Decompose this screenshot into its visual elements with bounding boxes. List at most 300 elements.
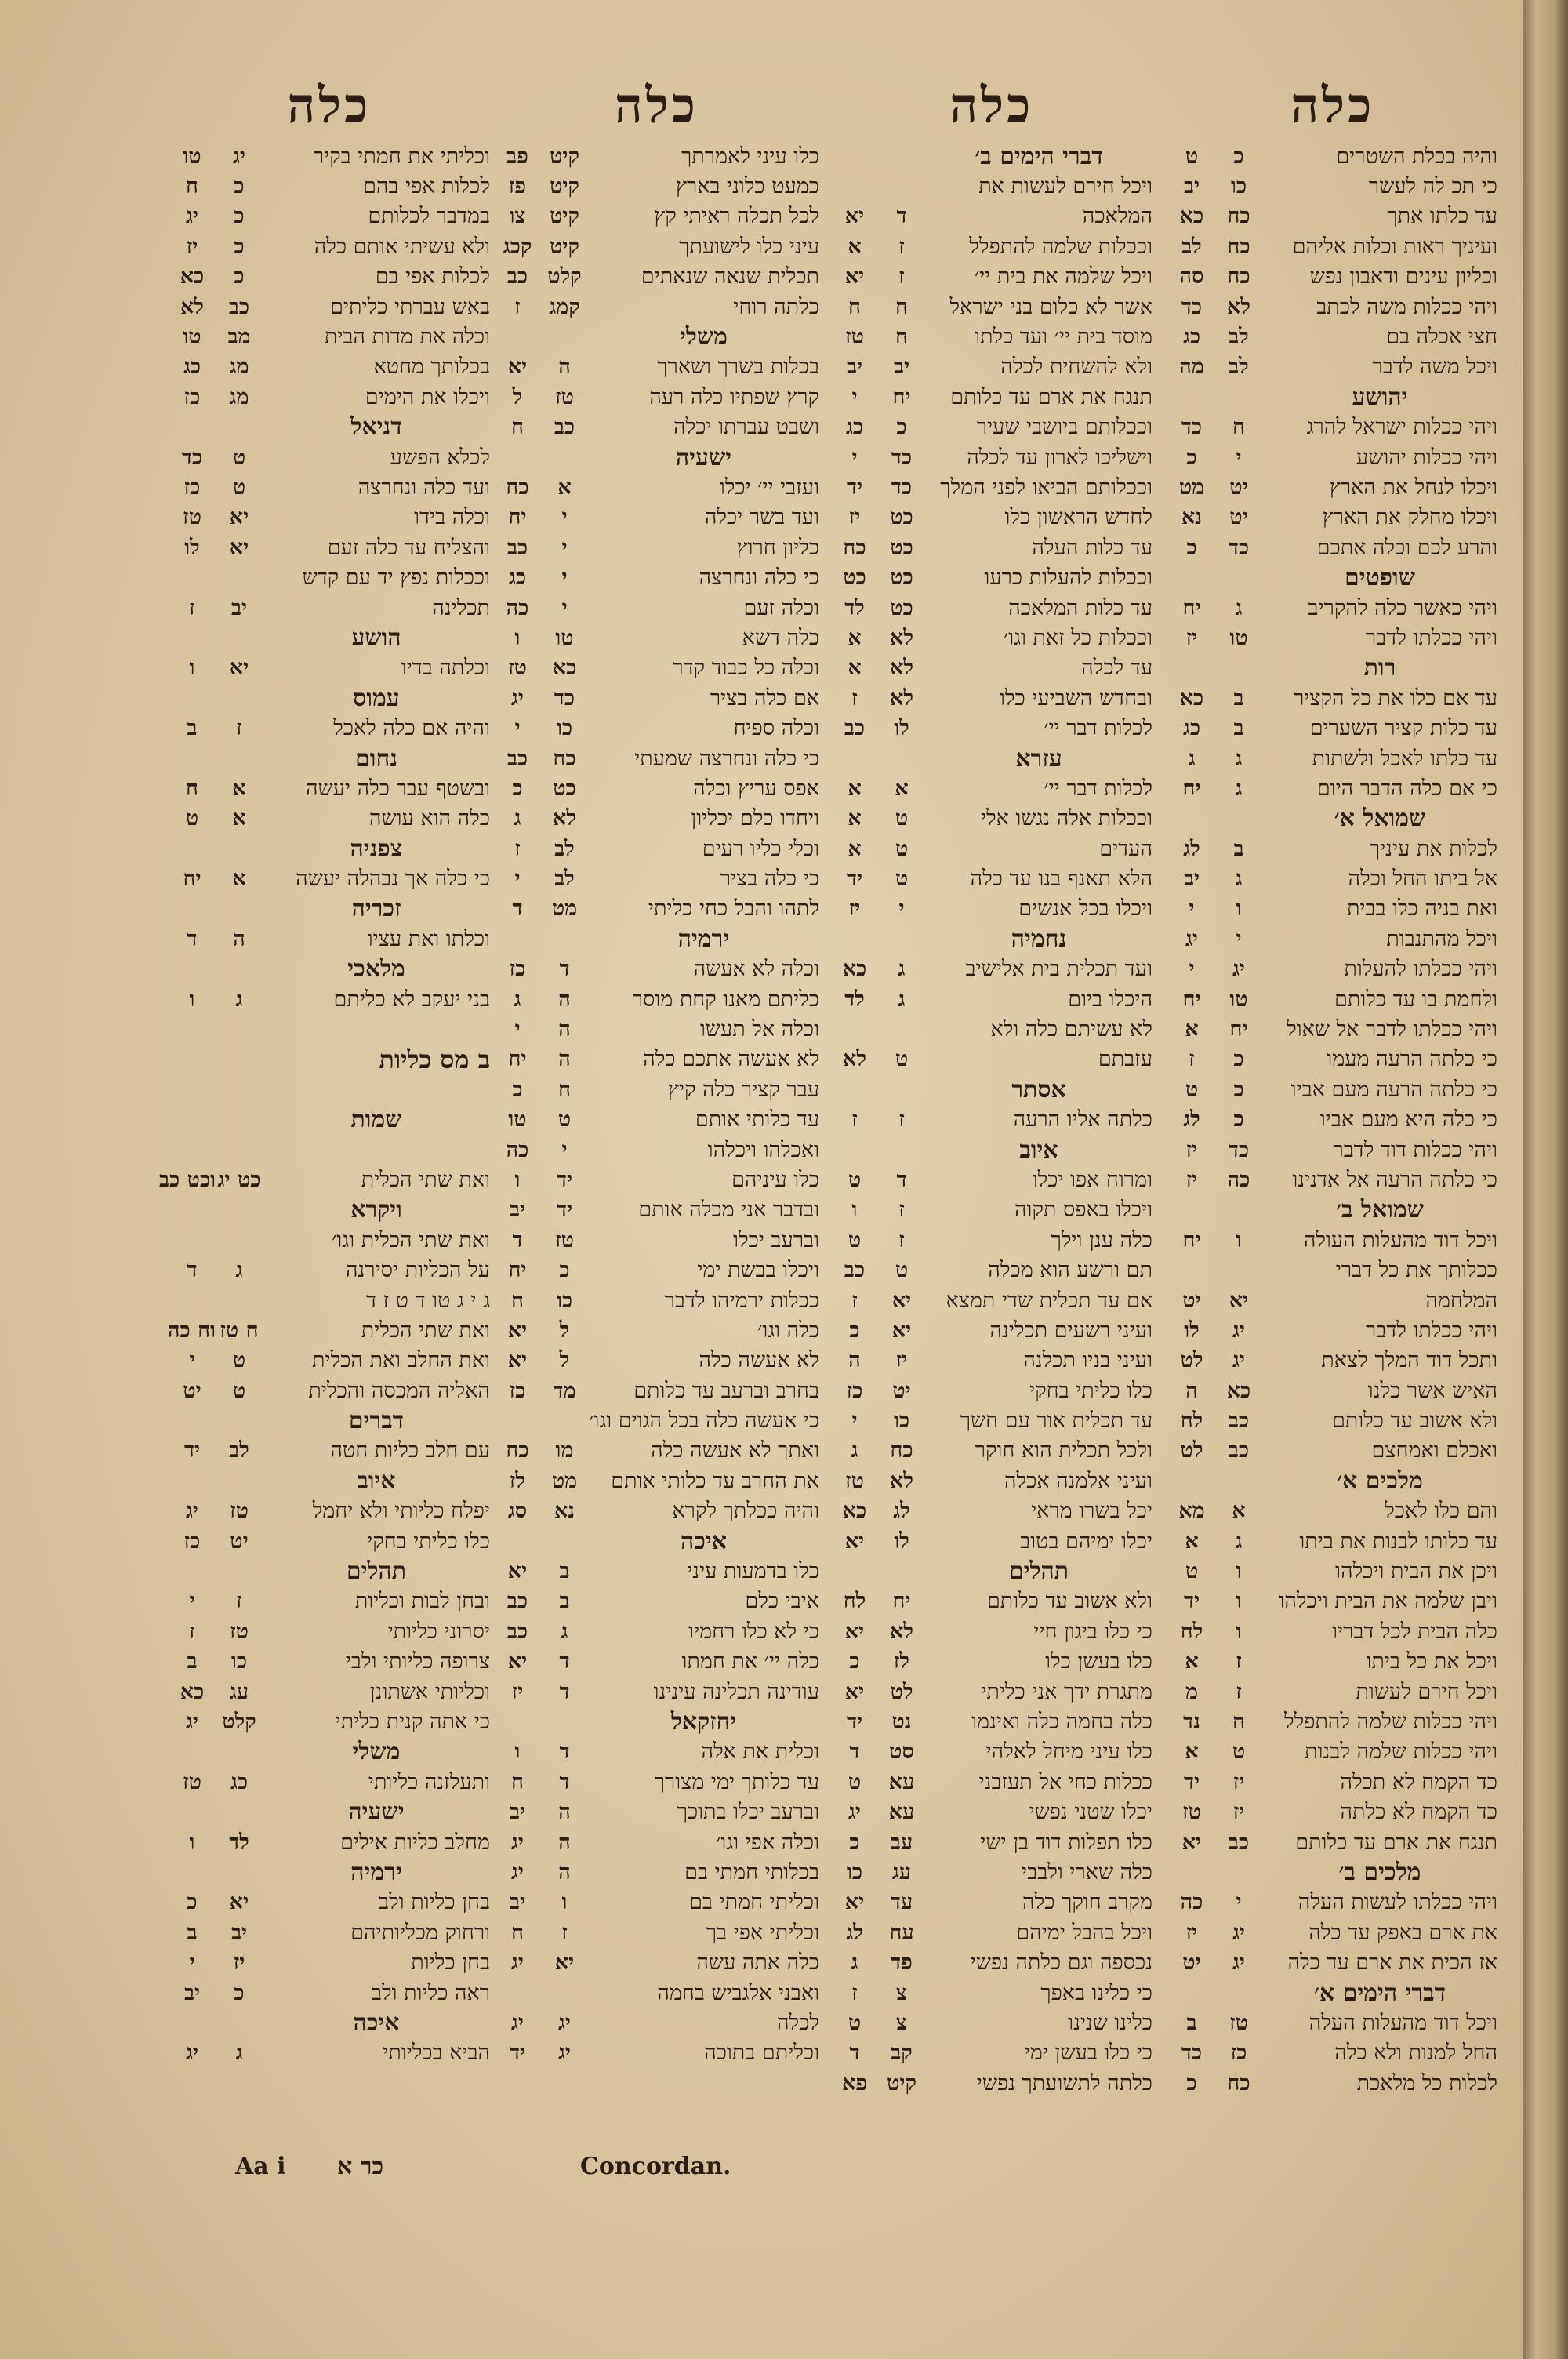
verse-number: יז [1185,1920,1198,1945]
concordance-entry [494,804,819,834]
verse-text: וכלתו ואת עציו [367,926,490,951]
verse-text: עם חלב כליות חטה [330,1438,490,1463]
chapter-number: ט [895,867,909,892]
verse-text: לתהו והבל כחי כליתי [648,896,819,921]
concordance-entry [494,623,819,652]
verse-number: יב [846,354,863,380]
verse-number: ט [1185,144,1199,169]
concordance-entry [1168,1556,1497,1586]
verse-number: פא [841,2070,868,2095]
concordance-entry [831,653,1152,683]
verse-text: במדבר לכלותם [368,204,490,229]
chapter-number: לא [890,656,913,681]
concordance-entry [494,533,819,562]
verse-number: ו [189,656,195,681]
verse-number: ד [849,2041,860,2066]
chapter-number: ב [1233,685,1244,711]
concordance-entry [831,773,1152,803]
verse-text: יסרוני כליותי [387,1619,490,1644]
concordance-entry [494,1014,819,1044]
chapter-number: ה [233,926,245,951]
chapter-number: יט [1229,505,1248,530]
verse-number: נד [1183,1710,1200,1734]
verse-text: ועיני בניו תכלנה [1023,1348,1152,1373]
verse-text: יכלו שטני נפשי [1029,1800,1152,1825]
verse-text: ויכל חירם לעשות את [978,174,1152,199]
verse-text: באש עברתי כליתים [330,294,490,319]
verse-number: י [1189,957,1195,982]
verse-text: אם עד תכלית שדי תמצא [946,1288,1152,1313]
book-heading [169,1556,490,1586]
verse-number: סה [1179,264,1204,289]
concordance-entry [494,1556,819,1586]
chapter-number: יא [1229,1288,1249,1313]
book-heading [1168,1978,1497,2008]
verse-number: לח [843,1589,866,1614]
verse-number: יג [186,1499,198,1524]
concordance-entry [169,924,490,954]
verse-number: כ [849,1318,860,1343]
verse-text: ואבני אלגביש בחמה [657,1980,819,2005]
verse-text: אז הכית את ארם עד כלה [1287,1950,1497,1976]
concordance-entry [831,713,1152,743]
verse-number: י [851,384,858,409]
verse-text: ויהי ככלתו להעלות [1344,957,1497,982]
verse-number: פז [508,174,527,199]
book-heading [1168,1466,1497,1496]
verse-number: ז [851,685,858,711]
verse-number: י [851,1408,858,1434]
verse-number: כ [1186,535,1197,560]
verse-text: אל ביתו החל וכלה [1348,867,1497,892]
concordance-entry [1168,1526,1497,1556]
chapter-number: לא [553,806,576,831]
verse-text: ויכל דוד מהעלות העלה [1308,2010,1497,2035]
concordance-entry [831,202,1152,231]
concordance-entry [169,653,490,683]
chapter-number: א [232,806,246,831]
verse-text: כלה ענן וילך [1051,1227,1152,1252]
concordance-entry [494,1647,819,1677]
verse-number: י [1189,896,1195,921]
verse-number: לט [1180,1438,1203,1463]
chapter-number: לא [890,685,913,711]
verse-number: לז [509,1468,526,1493]
chapter-number: י [1236,1890,1242,1915]
concordance-entry [494,262,819,292]
verse-text: כלו בדמעות עיני [687,1559,819,1584]
chapter-number: קיט [887,2070,916,2095]
concordance-entry [831,2038,1152,2068]
verse-number: י [851,445,858,470]
verse-number: יא [844,1528,865,1554]
concordance-entry [1168,954,1497,984]
verse-text: נכספה וגם כלתה נפשי [970,1950,1152,1976]
verse-number: ח [511,1288,524,1313]
verse-number: יח [183,867,201,892]
verse-text: ואכלם ואמחצם [1371,1438,1497,1463]
concordance-entry [1168,472,1497,502]
chapter-number: ה [558,1830,571,1855]
verse-text: מקרב חוקך כלה [1022,1890,1152,1915]
chapter-number: יז [1232,1800,1245,1825]
concordance-entry [1168,1587,1497,1616]
chapter-number: קלט [547,264,582,289]
verse-number: צו [509,204,526,229]
chapter-number: יג [1232,1920,1245,1945]
concordance-entry [169,472,490,502]
concordance-entry [1168,593,1497,623]
concordance-entry [831,292,1152,322]
verse-text: כלה בחמה כלה ואינמו [971,1710,1152,1734]
verse-number: יט [183,1378,201,1403]
verse-number: כה [1180,1890,1203,1915]
verse-text: בכלות בשרך ושארך [657,354,819,380]
concordance-entry [831,2008,1152,2037]
concordance-entry [831,1014,1152,1044]
verse-text: כלתה רוחי [733,294,819,319]
concordance-entry [1168,2038,1497,2068]
chapter-number: ט [895,806,909,831]
verse-number: כ [187,1890,198,1915]
concordance-entry [169,503,490,533]
catchword: Concordan. [580,2153,731,2180]
concordance-entry [1168,1105,1497,1135]
concordance-entry [831,503,1152,533]
verse-number: ה [848,1348,861,1373]
verse-text: ככלות ירמיהו לדבר [664,1288,819,1313]
verse-text: ויכלו מחלק את הארץ [1322,505,1497,530]
verse-text: עד כלתו לאכל ולשתות [1312,746,1497,771]
concordance-entry [1168,322,1497,351]
verse-number: מא [1178,1499,1205,1524]
concordance-entry [169,1587,490,1616]
chapter-number: ט [232,474,246,500]
concordance-entry [1168,1496,1497,1526]
concordance-entry [169,533,490,562]
concordance-entry [169,1767,490,1797]
concordance-entry [1168,743,1497,773]
verse-text: ותעלזנה כליותי [368,1769,490,1794]
verse-number: יב [183,1980,201,2005]
chapter-number: יג [233,144,245,169]
chapter-number: כד [891,445,913,470]
concordance-entry [169,713,490,743]
verse-text: ורחוק מכליותיהם [350,1920,490,1945]
chapter-number: לז [893,1649,910,1674]
verse-text: וכלה לא אעשה [693,957,819,982]
verse-number: לא [180,294,204,319]
chapter-number: ט [895,1047,909,1072]
chapter-number: כו [230,1649,248,1674]
verse-number: כז [183,384,201,409]
verse-number: כג [508,565,527,591]
verse-number: ה [1185,1378,1198,1403]
verse-number: יח [508,1047,527,1072]
verse-number: כב [506,535,528,560]
verse-text: אם כלה בציר [710,685,819,711]
verse-text: ויכל חירם לעשות [1356,1679,1497,1704]
concordance-entry [1168,1255,1497,1285]
verse-text: וכלה ספיח [733,716,819,741]
book-name: ישעיה [348,1798,405,1826]
verse-number: כג [183,354,201,380]
verse-number: כא [180,1679,205,1704]
verse-text: כלו כליתי בחקי [1029,1378,1152,1403]
chapter-number: נט [891,1710,912,1734]
concordance-entry [494,472,819,502]
concordance-entry [831,593,1152,623]
verse-text: וכליתי את חמתי בקיר [313,144,490,169]
verse-text: וכלה כל כבוד קדר [673,656,819,681]
verse-number: יב [509,1800,526,1825]
verse-text: כד הקמח לא תכלה [1340,1769,1497,1794]
verse-text: ויחדו כלם יכליון [691,806,819,831]
verse-number: ט [1185,1559,1199,1584]
chapter-number: כו [556,1288,573,1313]
concordance-entry [831,804,1152,834]
verse-number: לט [1180,1348,1203,1373]
concordance-entry [494,773,819,803]
verse-number: ז [189,595,195,620]
verse-number: ד [187,926,198,951]
verse-number: יא [1181,1830,1202,1855]
verse-number: ח [186,776,198,801]
concordance-entry [1168,1616,1497,1646]
chapter-number: לט [890,1679,913,1704]
concordance-entry [494,1376,819,1405]
concordance-entry [158,1165,490,1194]
book-heading [169,1074,490,1104]
verse-number: כב [506,264,528,289]
concordance-entry [494,352,819,382]
verse-number: א [1185,1017,1199,1042]
verse-text: כי כלה היא מעם אביו [1319,1107,1497,1132]
chapter-number: י [561,565,568,591]
verse-number: יב [1183,174,1200,199]
chapter-number: ט [895,836,909,861]
verse-text: ויכלו בבשת ימי [697,1258,819,1283]
verse-text: כלתה לתשועתך נפשי [976,2070,1152,2095]
verse-number: ז [189,1619,195,1644]
verse-number: א [848,625,862,650]
concordance-entry [831,1647,1152,1677]
concordance-entry [831,413,1152,442]
book-heading [169,683,490,713]
book-heading [169,1466,490,1496]
concordance-entry [831,683,1152,713]
verse-number: כא [842,957,867,982]
concordance-entry [494,1165,819,1194]
verse-text: המלחמה [1425,1288,1497,1313]
chapter-number: ז [1236,1649,1242,1674]
verse-number: ט [848,1167,862,1192]
concordance-entry [169,202,490,231]
verse-text: והם כלו לאכל [1385,1499,1497,1524]
verse-text: כי כלו ביגון חיי [1033,1619,1152,1644]
book-name: שמות [350,1106,402,1134]
verse-number: ד [512,896,523,921]
chapter-number: ד [559,1649,570,1674]
concordance-entry [494,231,819,261]
concordance-entry [494,984,819,1014]
concordance-entry [169,1647,490,1677]
chapter-number: יב [893,354,910,380]
chapter-number: יג [1232,1348,1245,1373]
book-heading [494,322,819,351]
chapter-number: א [232,776,246,801]
chapter-number: לו [894,716,909,741]
entry-list [494,141,819,2068]
verse-text: אשר לא כלום בני ישראל [949,294,1152,319]
concordance-entry [1168,1165,1497,1194]
verse-text: וכלתה בדיו [401,656,490,681]
column-header: כלה [1290,77,1375,134]
verse-text: וככלותם הביאו לפני המלך [940,474,1152,500]
verse-number: יב [509,1890,526,1915]
verse-text: לחדש הראשון כלו [1004,505,1152,530]
book-heading [1168,562,1497,592]
verse-text: וברעב יכלו בתוכך [677,1800,819,1825]
verse-text: מחלב כליות אילים [340,1830,490,1855]
chapter-number: לב [229,1438,249,1463]
book-name: דברי הימים ב׳ [975,142,1103,170]
concordance-entry [169,262,490,292]
verse-text: לכלות את עיניך [1369,836,1497,861]
book-name: ישעיה [675,443,732,471]
verse-number: ד [187,1258,198,1283]
verse-number: מה [1179,354,1204,380]
verse-text: ולכל תכלית הוא חוקר [975,1438,1152,1463]
concordance-entry [169,1315,490,1345]
concordance-entry [1168,231,1497,261]
chapter-number: טז [555,384,574,409]
verse-number: כח [843,535,866,560]
verse-number: י [189,1589,195,1614]
verse-number: כח [506,1438,529,1463]
concordance-entry [1168,1074,1497,1104]
concordance-entry [831,834,1152,863]
verse-number: יג [511,1859,524,1885]
book-heading [831,141,1152,171]
verse-number: יז [1185,1167,1198,1192]
chapter-number: לא [890,1619,913,1644]
chapter-number: צ [895,1980,908,2005]
concordance-entry [494,1466,819,1496]
chapter-number: ט [895,1258,909,1283]
concordance-entry [831,1797,1152,1826]
chapter-number: טז [1229,2010,1248,2035]
verse-number: ו [851,1198,858,1223]
verse-number: ב [187,1920,198,1945]
book-name: משלי [680,323,728,351]
verse-number: ז [851,1288,858,1313]
concordance-entry [169,984,490,1014]
verse-number: יח [1182,595,1201,620]
verse-number: כ [849,1649,860,1674]
verse-number: יט [1182,1288,1201,1313]
chapter-number: עג [229,1679,249,1704]
verse-number: יז [848,505,861,530]
book-name: איוב [1019,1136,1058,1164]
concordance-entry [169,1917,490,1947]
book-heading [831,1135,1152,1165]
book-heading [169,1857,490,1887]
chapter-number: טז [230,1499,249,1524]
verse-text: וכלי כליו רעים [702,836,819,861]
verse-text: האליה המכסה והכלית [308,1378,490,1403]
concordance-entry [169,593,490,623]
book-heading [169,2008,490,2037]
verse-number: כב [506,1619,528,1644]
concordance-entry [1168,1346,1497,1376]
chapter-number: ז [898,1198,905,1223]
chapter-number: א [557,474,572,500]
concordance-entry [831,171,1152,201]
verse-number: ב [187,1649,198,1674]
verse-text: ויכל שלמה את בית יי׳ [974,264,1152,289]
chapter-number: כח [890,1438,913,1463]
verse-number: טו [508,1107,527,1132]
chapter-number: מו [555,1438,574,1463]
concordance-entry [1168,171,1497,201]
book-heading [169,1797,490,1826]
verse-text: ויכל דוד מהעלות העולה [1303,1227,1497,1252]
book-name: איוב [357,1467,396,1495]
verse-number: יג [186,204,198,229]
verse-text: כלה אתה עשה [696,1950,819,1976]
chapter-number: ט [557,1107,572,1132]
verse-number: לא [843,1047,866,1072]
verse-number: כד [181,445,203,470]
concordance-entry [1168,2008,1497,2037]
verse-text: ואתך לא אעשה כלה [651,1438,819,1463]
chapter-number: יט [1229,474,1248,500]
chapter-number: לב [1229,354,1249,380]
verse-number: יג [1185,926,1198,951]
verse-text: ועד תכלית בית אלישיב [965,957,1152,982]
verse-number: יג [511,1950,524,1976]
book-name: דברים [348,1407,405,1435]
concordance-entry [494,1827,819,1857]
verse-text: ויכל בהבל ימיהם [1016,1920,1152,1945]
verse-number: ח [511,415,524,440]
chapter-number: ח [895,294,908,319]
chapter-number: יא [554,1950,575,1976]
verse-text: כי אעשה כלה בכל הגוים וגו׳ [589,1408,819,1434]
verse-number: מ [1185,1679,1198,1704]
book-heading [169,1737,490,1767]
verse-text: וכליותי אשתונן [369,1679,490,1704]
concordance-entry [494,1436,819,1466]
book-heading [494,442,819,472]
verse-text: ועד כלה ונחרצה [358,474,490,500]
concordance-entry [494,743,819,773]
verse-number: יד [846,474,863,500]
chapter-number: כ [234,204,245,229]
book-heading [169,413,490,442]
chapter-number: ג [235,2041,243,2066]
verse-text: ראה כליות ולב [372,1980,490,2005]
verse-text: כלינו שנינו [1068,2010,1152,2035]
chapter-number: קיט [550,204,579,229]
verse-text: כלו בעשן כלו [1045,1649,1152,1674]
verse-text: הלא תאנף בנו עד כלה [970,867,1152,892]
concordance-entry [1168,834,1497,863]
verse-number: יד [846,1710,863,1734]
concordance-entry [494,562,819,592]
verse-text: וכלה אפי וגו׳ [716,1830,819,1855]
